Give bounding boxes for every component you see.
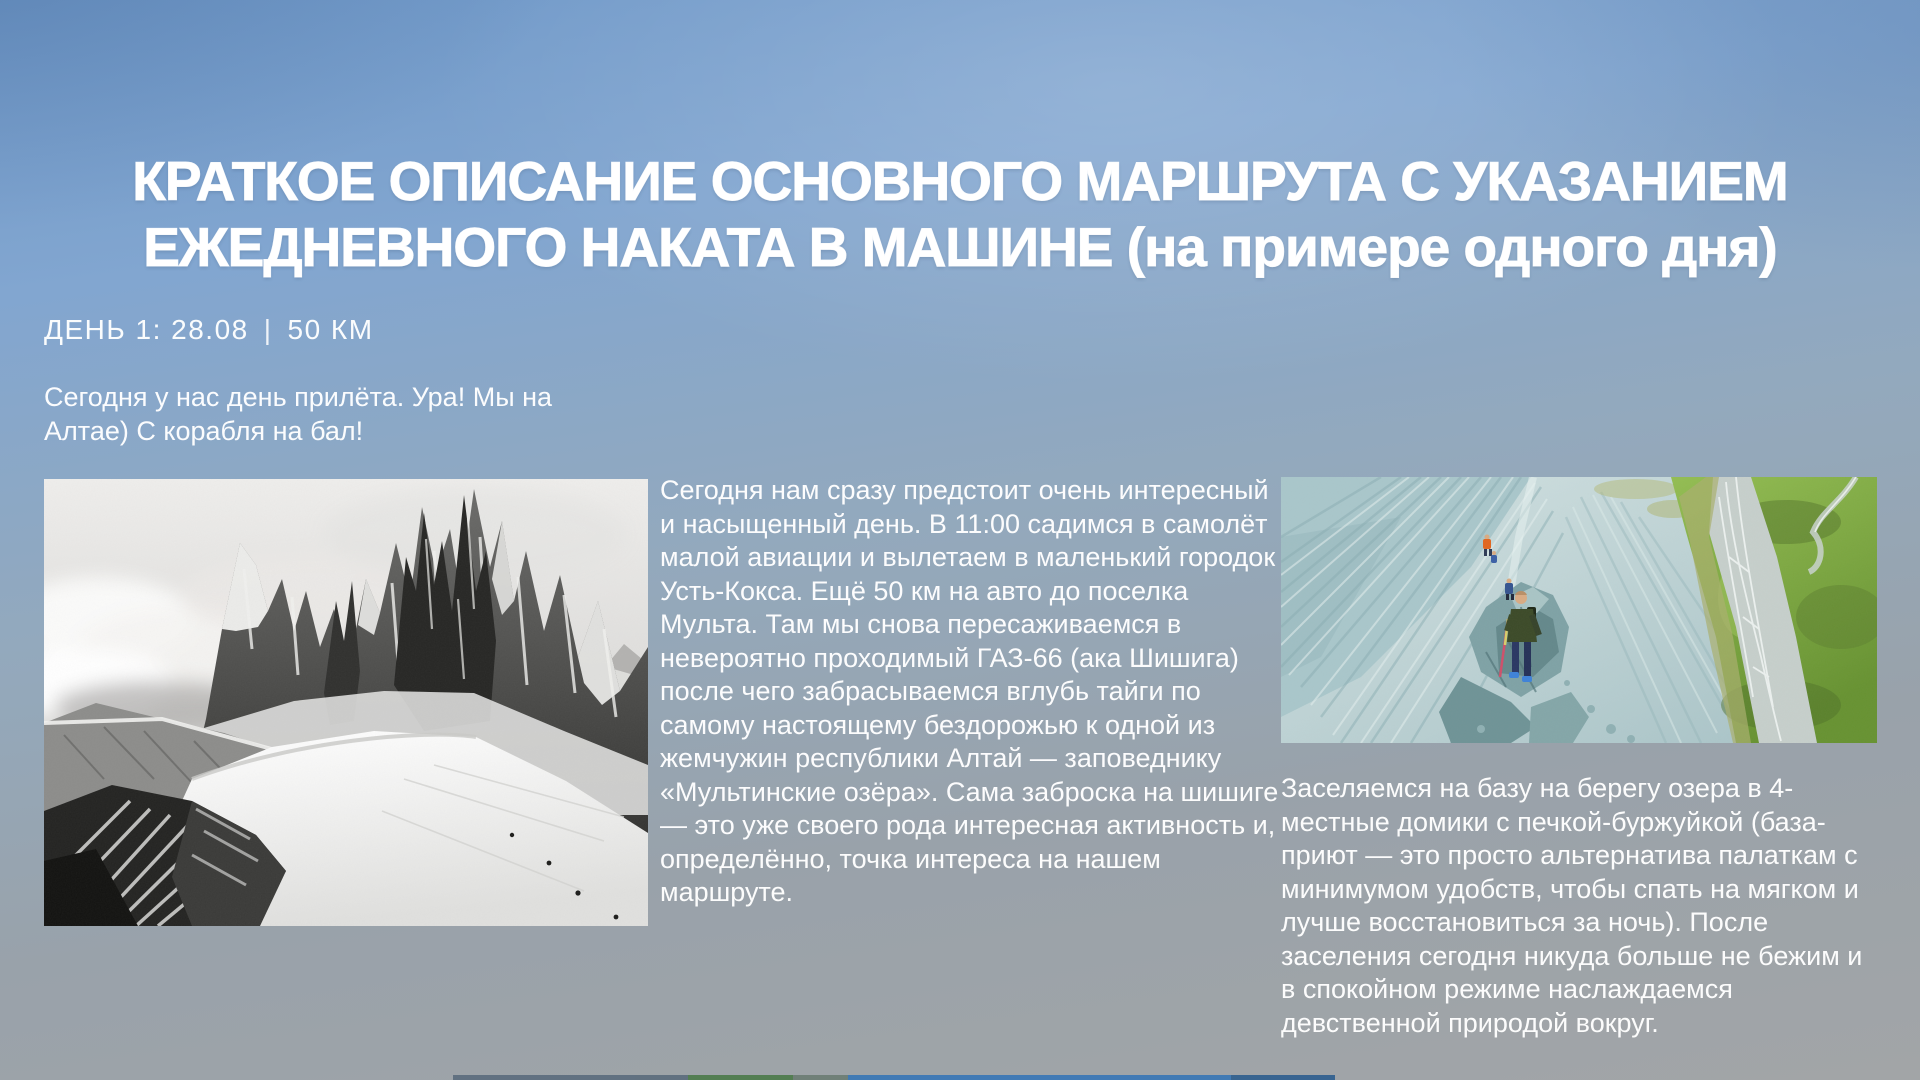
day-label bbox=[44, 314, 374, 346]
slide-title bbox=[0, 148, 1920, 280]
right-paragraph: Заселяемся на базу на берегу озера в 4-местные домики с печкой-буржуйкой (база-приют — это просто альтернатива палаткам с минимумом удобств, чтобы спать на мягком и лучше восстановиться за ночь). После заселения сегодня никуда больше не бежим и в спокойном режиме наслаждаемся девственной природой вокруг. bbox=[1281, 773, 1863, 1038]
edge-segment bbox=[848, 1075, 1231, 1080]
distance-label: 50 КМ bbox=[287, 314, 374, 345]
ridge-hikers-image bbox=[1281, 477, 1877, 743]
title-line-2: ЕЖЕДНЕВНОГО НАКАТА В МАШИНЕ (на примере одного дня) bbox=[143, 216, 1777, 278]
photo-ridge-hikers bbox=[1281, 477, 1877, 743]
edge-segment bbox=[793, 1075, 848, 1080]
edge-segment bbox=[453, 1075, 688, 1080]
pipe-separator: | bbox=[263, 314, 273, 345]
title-line-1: КРАТКОЕ ОПИСАНИЕ ОСНОВНОГО МАРШРУТА С УКАЗАНИЕМ bbox=[132, 150, 1788, 212]
edge-segment bbox=[1231, 1075, 1335, 1080]
intro-paragraph: Сегодня у нас день прилёта. Ура! Мы на Алтае) С корабля на бал! bbox=[44, 382, 553, 446]
bw-mountains-image bbox=[44, 479, 648, 926]
day-date-label: ДЕНЬ 1: 28.08 bbox=[44, 314, 249, 345]
photo-mountains-bw bbox=[44, 479, 648, 926]
middle-paragraph: Сегодня нам сразу предстоит очень интересный и насыщенный день. В 11:00 садимся в самолёт малой авиации и вылетаем в маленький городок Усть-Кокса. Ещё 50 км на авто до поселка Мульта. Там мы снова пересаживаемся в невероятно проходимый ГАЗ-66 (ака Шишига) после чего забрасываемся вглубь тайги по самому настоящему бездорожью к одной из жемчужин республики Алтай — заповеднику «Мультинские озёра». Сама заброска на шишиге — это уже своего рода интересная активность и, определённо, точка интереса на нашем маршруте. bbox=[660, 475, 1279, 907]
edge-segment bbox=[688, 1075, 793, 1080]
next-section-photo-edge bbox=[453, 1075, 1335, 1080]
